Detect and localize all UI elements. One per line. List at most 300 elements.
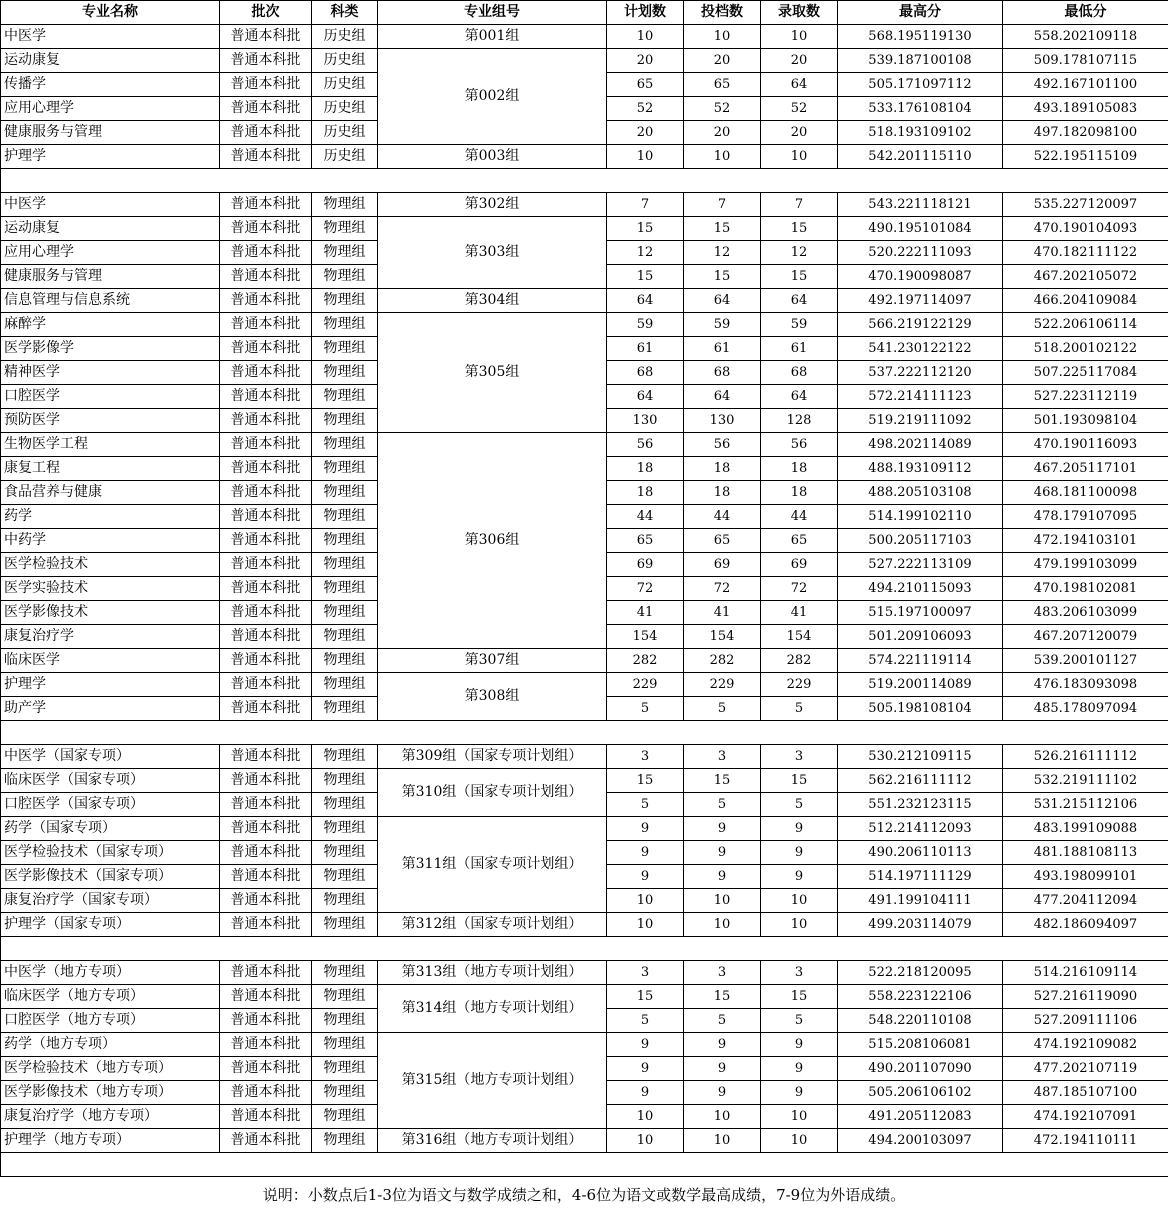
category-cell: 物理组 <box>312 1057 378 1081</box>
batch-cell: 普通本科批 <box>220 265 312 289</box>
category-cell: 物理组 <box>312 961 378 985</box>
category-cell: 物理组 <box>312 265 378 289</box>
batch-cell: 普通本科批 <box>220 673 312 697</box>
plan-count-cell: 18 <box>607 481 684 505</box>
admitted-count-cell: 18 <box>761 457 838 481</box>
batch-cell: 普通本科批 <box>220 529 312 553</box>
min-score-cell: 483.199109088 <box>1003 817 1168 841</box>
table-row <box>1 649 1168 673</box>
category-cell: 物理组 <box>312 1105 378 1129</box>
category-cell: 物理组 <box>312 193 378 217</box>
category-cell: 物理组 <box>312 553 378 577</box>
major-name-cell: 应用心理学 <box>1 97 220 121</box>
filed-count-cell: 9 <box>684 841 761 865</box>
filed-count-cell: 15 <box>684 265 761 289</box>
min-score-cell: 518.200102122 <box>1003 337 1168 361</box>
major-name-cell: 口腔医学（国家专项） <box>1 793 220 817</box>
batch-cell: 普通本科批 <box>220 745 312 769</box>
batch-cell: 普通本科批 <box>220 1081 312 1105</box>
group-number-cell: 第002组 <box>378 49 607 145</box>
min-score-cell: 507.225117084 <box>1003 361 1168 385</box>
batch-cell: 普通本科批 <box>220 97 312 121</box>
admitted-count-cell: 7 <box>761 193 838 217</box>
max-score-cell: 558.223122106 <box>838 985 1003 1009</box>
spacer-cell <box>684 937 761 961</box>
filed-count-cell: 7 <box>684 193 761 217</box>
max-score-cell: 491.205112083 <box>838 1105 1003 1129</box>
admitted-count-cell: 282 <box>761 649 838 673</box>
batch-cell: 普通本科批 <box>220 481 312 505</box>
table-row <box>1 673 1168 697</box>
filed-count-cell: 10 <box>684 913 761 937</box>
filed-count-cell: 130 <box>684 409 761 433</box>
min-score-cell: 476.183093098 <box>1003 673 1168 697</box>
batch-cell: 普通本科批 <box>220 697 312 721</box>
table-row <box>1 193 1168 217</box>
filed-count-cell: 5 <box>684 1009 761 1033</box>
max-score-cell: 491.199104111 <box>838 889 1003 913</box>
max-score-cell: 543.221118121 <box>838 193 1003 217</box>
category-cell: 历史组 <box>312 49 378 73</box>
category-cell: 物理组 <box>312 385 378 409</box>
major-name-cell: 药学 <box>1 505 220 529</box>
table-row <box>1 817 1168 841</box>
batch-cell: 普通本科批 <box>220 25 312 49</box>
batch-cell: 普通本科批 <box>220 121 312 145</box>
max-score-cell: 514.197111129 <box>838 865 1003 889</box>
group-number-cell: 第314组（地方专项计划组） <box>378 985 607 1033</box>
spacer-cell <box>220 1153 312 1177</box>
min-score-cell: 501.193098104 <box>1003 409 1168 433</box>
min-score-cell: 509.178107115 <box>1003 49 1168 73</box>
filed-count-cell: 229 <box>684 673 761 697</box>
filed-count-cell: 282 <box>684 649 761 673</box>
admitted-count-cell: 9 <box>761 841 838 865</box>
batch-cell: 普通本科批 <box>220 817 312 841</box>
plan-count-cell: 5 <box>607 1009 684 1033</box>
min-score-cell: 479.199103099 <box>1003 553 1168 577</box>
spacer-row <box>1 937 1168 961</box>
plan-count-cell: 9 <box>607 1033 684 1057</box>
min-score-cell: 497.182098100 <box>1003 121 1168 145</box>
group-number-cell: 第308组 <box>378 673 607 721</box>
category-cell: 物理组 <box>312 673 378 697</box>
admitted-count-cell: 44 <box>761 505 838 529</box>
category-cell: 物理组 <box>312 1129 378 1153</box>
spacer-cell <box>607 169 684 193</box>
batch-cell: 普通本科批 <box>220 913 312 937</box>
group-number-cell: 第309组（国家专项计划组） <box>378 745 607 769</box>
min-score-cell: 467.207120079 <box>1003 625 1168 649</box>
major-name-cell: 药学（地方专项） <box>1 1033 220 1057</box>
major-name-cell: 麻醉学 <box>1 313 220 337</box>
filed-count-cell: 15 <box>684 769 761 793</box>
major-name-cell: 医学检验技术（国家专项） <box>1 841 220 865</box>
max-score-cell: 488.193109112 <box>838 457 1003 481</box>
filed-count-cell: 3 <box>684 745 761 769</box>
category-cell: 物理组 <box>312 457 378 481</box>
filed-count-cell: 154 <box>684 625 761 649</box>
min-score-cell: 470.190116093 <box>1003 433 1168 457</box>
spacer-cell <box>378 937 607 961</box>
batch-cell: 普通本科批 <box>220 577 312 601</box>
admitted-count-cell: 10 <box>761 913 838 937</box>
table-row <box>1 1033 1168 1057</box>
header-row <box>1 1 1168 25</box>
spacer-cell <box>220 169 312 193</box>
batch-cell: 普通本科批 <box>220 289 312 313</box>
major-name-cell: 护理学 <box>1 145 220 169</box>
batch-cell: 普通本科批 <box>220 889 312 913</box>
table-row <box>1 769 1168 793</box>
major-name-cell: 医学影像技术（地方专项） <box>1 1081 220 1105</box>
category-cell: 物理组 <box>312 649 378 673</box>
category-cell: 物理组 <box>312 217 378 241</box>
category-cell: 物理组 <box>312 625 378 649</box>
batch-cell: 普通本科批 <box>220 961 312 985</box>
max-score-cell: 505.206106102 <box>838 1081 1003 1105</box>
min-score-cell: 527.209111106 <box>1003 1009 1168 1033</box>
max-score-cell: 518.193109102 <box>838 121 1003 145</box>
plan-count-cell: 18 <box>607 457 684 481</box>
group-number-cell: 第304组 <box>378 289 607 313</box>
plan-count-cell: 10 <box>607 25 684 49</box>
max-score-cell: 499.203114079 <box>838 913 1003 937</box>
major-name-cell: 生物医学工程 <box>1 433 220 457</box>
table-row <box>1 985 1168 1009</box>
major-name-cell: 中医学（国家专项） <box>1 745 220 769</box>
spacer-row <box>1 721 1168 745</box>
major-name-cell: 信息管理与信息系统 <box>1 289 220 313</box>
spacer-cell <box>684 1153 761 1177</box>
category-cell: 物理组 <box>312 697 378 721</box>
plan-count-cell: 69 <box>607 553 684 577</box>
min-score-cell: 526.216111112 <box>1003 745 1168 769</box>
min-score-cell: 481.188108113 <box>1003 841 1168 865</box>
filed-count-cell: 18 <box>684 481 761 505</box>
filed-count-cell: 10 <box>684 1105 761 1129</box>
admitted-count-cell: 9 <box>761 1057 838 1081</box>
plan-count-cell: 9 <box>607 817 684 841</box>
admitted-count-cell: 128 <box>761 409 838 433</box>
filed-count-cell: 10 <box>684 145 761 169</box>
max-score-cell: 522.218120095 <box>838 961 1003 985</box>
spacer-row <box>1 169 1168 193</box>
max-score-cell: 490.195101084 <box>838 217 1003 241</box>
category-cell: 历史组 <box>312 25 378 49</box>
table-row <box>1 145 1168 169</box>
spacer-cell <box>378 1153 607 1177</box>
min-score-cell: 477.202107119 <box>1003 1057 1168 1081</box>
spacer-cell <box>1 1153 220 1177</box>
filed-count-cell: 15 <box>684 217 761 241</box>
admitted-count-cell: 68 <box>761 361 838 385</box>
category-cell: 物理组 <box>312 865 378 889</box>
batch-cell: 普通本科批 <box>220 841 312 865</box>
footnote: 说明：小数点后1-3位为语文与数学成绩之和，4-6位为语文或数学最高成绩，7-9位为外语成绩。 <box>262 1186 906 1204</box>
major-name-cell: 中医学（地方专项） <box>1 961 220 985</box>
min-score-cell: 532.219111102 <box>1003 769 1168 793</box>
min-score-cell: 482.186094097 <box>1003 913 1168 937</box>
filed-count-cell: 10 <box>684 25 761 49</box>
min-score-cell: 466.204109084 <box>1003 289 1168 313</box>
admitted-count-cell: 10 <box>761 145 838 169</box>
header-filed-count: 投档数 <box>684 1 761 25</box>
group-number-cell: 第302组 <box>378 193 607 217</box>
admitted-count-cell: 59 <box>761 313 838 337</box>
admitted-count-cell: 72 <box>761 577 838 601</box>
min-score-cell: 558.202109118 <box>1003 25 1168 49</box>
batch-cell: 普通本科批 <box>220 1129 312 1153</box>
table-row <box>1 313 1168 337</box>
plan-count-cell: 154 <box>607 625 684 649</box>
major-name-cell: 口腔医学 <box>1 385 220 409</box>
spacer-cell <box>1003 1153 1168 1177</box>
admitted-count-cell: 10 <box>761 25 838 49</box>
header-group-number: 专业组号 <box>378 1 607 25</box>
admitted-count-cell: 229 <box>761 673 838 697</box>
batch-cell: 普通本科批 <box>220 457 312 481</box>
group-number-cell: 第315组（地方专项计划组） <box>378 1033 607 1129</box>
filed-count-cell: 69 <box>684 553 761 577</box>
major-name-cell: 运动康复 <box>1 217 220 241</box>
admitted-count-cell: 9 <box>761 1033 838 1057</box>
admitted-count-cell: 41 <box>761 601 838 625</box>
max-score-cell: 505.198108104 <box>838 697 1003 721</box>
min-score-cell: 522.206106114 <box>1003 313 1168 337</box>
max-score-cell: 519.200114089 <box>838 673 1003 697</box>
plan-count-cell: 282 <box>607 649 684 673</box>
header-max-score: 最高分 <box>838 1 1003 25</box>
major-name-cell: 临床医学（国家专项） <box>1 769 220 793</box>
plan-count-cell: 64 <box>607 289 684 313</box>
min-score-cell: 485.178097094 <box>1003 697 1168 721</box>
major-name-cell: 中医学 <box>1 193 220 217</box>
batch-cell: 普通本科批 <box>220 217 312 241</box>
batch-cell: 普通本科批 <box>220 337 312 361</box>
plan-count-cell: 229 <box>607 673 684 697</box>
spacer-cell <box>1003 937 1168 961</box>
min-score-cell: 492.167101100 <box>1003 73 1168 97</box>
table-row <box>1 217 1168 241</box>
max-score-cell: 572.214111123 <box>838 385 1003 409</box>
batch-cell: 普通本科批 <box>220 49 312 73</box>
filed-count-cell: 15 <box>684 985 761 1009</box>
spacer-cell <box>838 1153 1003 1177</box>
min-score-cell: 527.223112119 <box>1003 385 1168 409</box>
spacer-cell <box>1 169 220 193</box>
admitted-count-cell: 20 <box>761 121 838 145</box>
admitted-count-cell: 15 <box>761 217 838 241</box>
filed-count-cell: 56 <box>684 433 761 457</box>
plan-count-cell: 56 <box>607 433 684 457</box>
max-score-cell: 515.197100097 <box>838 601 1003 625</box>
spacer-cell <box>220 937 312 961</box>
max-score-cell: 548.220110108 <box>838 1009 1003 1033</box>
max-score-cell: 492.197114097 <box>838 289 1003 313</box>
major-name-cell: 医学影像技术（国家专项） <box>1 865 220 889</box>
admitted-count-cell: 10 <box>761 889 838 913</box>
admitted-count-cell: 9 <box>761 817 838 841</box>
admitted-count-cell: 10 <box>761 1129 838 1153</box>
batch-cell: 普通本科批 <box>220 865 312 889</box>
major-name-cell: 医学影像学 <box>1 337 220 361</box>
major-name-cell: 传播学 <box>1 73 220 97</box>
batch-cell: 普通本科批 <box>220 241 312 265</box>
min-score-cell: 483.206103099 <box>1003 601 1168 625</box>
admitted-count-cell: 12 <box>761 241 838 265</box>
group-number-cell: 第303组 <box>378 217 607 289</box>
batch-cell: 普通本科批 <box>220 313 312 337</box>
major-name-cell: 临床医学 <box>1 649 220 673</box>
category-cell: 物理组 <box>312 1009 378 1033</box>
major-name-cell: 护理学 <box>1 673 220 697</box>
max-score-cell: 490.206110113 <box>838 841 1003 865</box>
category-cell: 物理组 <box>312 505 378 529</box>
plan-count-cell: 52 <box>607 97 684 121</box>
table-row <box>1 433 1168 457</box>
max-score-cell: 566.219122129 <box>838 313 1003 337</box>
plan-count-cell: 9 <box>607 865 684 889</box>
max-score-cell: 530.212109115 <box>838 745 1003 769</box>
category-cell: 物理组 <box>312 361 378 385</box>
min-score-cell: 472.194103101 <box>1003 529 1168 553</box>
max-score-cell: 542.201115110 <box>838 145 1003 169</box>
max-score-cell: 515.208106081 <box>838 1033 1003 1057</box>
table-row <box>1 913 1168 937</box>
category-cell: 物理组 <box>312 409 378 433</box>
admitted-count-cell: 18 <box>761 481 838 505</box>
max-score-cell: 494.210115093 <box>838 577 1003 601</box>
category-cell: 物理组 <box>312 313 378 337</box>
filed-count-cell: 18 <box>684 457 761 481</box>
filed-count-cell: 20 <box>684 121 761 145</box>
min-score-cell: 470.182111122 <box>1003 241 1168 265</box>
filed-count-cell: 12 <box>684 241 761 265</box>
spacer-cell <box>312 169 378 193</box>
batch-cell: 普通本科批 <box>220 361 312 385</box>
batch-cell: 普通本科批 <box>220 601 312 625</box>
major-name-cell: 护理学（国家专项） <box>1 913 220 937</box>
admitted-count-cell: 64 <box>761 385 838 409</box>
spacer-cell <box>312 1153 378 1177</box>
plan-count-cell: 68 <box>607 361 684 385</box>
min-score-cell: 468.181100098 <box>1003 481 1168 505</box>
major-name-cell: 健康服务与管理 <box>1 121 220 145</box>
filed-count-cell: 5 <box>684 697 761 721</box>
max-score-cell: 519.219111092 <box>838 409 1003 433</box>
plan-count-cell: 3 <box>607 961 684 985</box>
filed-count-cell: 3 <box>684 961 761 985</box>
major-name-cell: 康复治疗学（国家专项） <box>1 889 220 913</box>
min-score-cell: 514.216109114 <box>1003 961 1168 985</box>
plan-count-cell: 65 <box>607 73 684 97</box>
group-number-cell: 第305组 <box>378 313 607 433</box>
major-name-cell: 助产学 <box>1 697 220 721</box>
group-number-cell: 第310组（国家专项计划组） <box>378 769 607 817</box>
spacer-cell <box>838 169 1003 193</box>
max-score-cell: 551.232123115 <box>838 793 1003 817</box>
max-score-cell: 514.199102110 <box>838 505 1003 529</box>
filed-count-cell: 20 <box>684 49 761 73</box>
table-row <box>1 289 1168 313</box>
spacer-cell <box>838 937 1003 961</box>
major-name-cell: 预防医学 <box>1 409 220 433</box>
spacer-cell <box>1 937 220 961</box>
category-cell: 物理组 <box>312 241 378 265</box>
max-score-cell: 537.222112120 <box>838 361 1003 385</box>
category-cell: 物理组 <box>312 481 378 505</box>
group-number-cell: 第312组（国家专项计划组） <box>378 913 607 937</box>
batch-cell: 普通本科批 <box>220 625 312 649</box>
major-name-cell: 中医学 <box>1 25 220 49</box>
plan-count-cell: 61 <box>607 337 684 361</box>
spacer-cell <box>1003 169 1168 193</box>
plan-count-cell: 64 <box>607 385 684 409</box>
max-score-cell: 488.205103108 <box>838 481 1003 505</box>
filed-count-cell: 9 <box>684 1033 761 1057</box>
admitted-count-cell: 56 <box>761 433 838 457</box>
filed-count-cell: 68 <box>684 361 761 385</box>
category-cell: 物理组 <box>312 793 378 817</box>
min-score-cell: 472.194110111 <box>1003 1129 1168 1153</box>
admitted-count-cell: 65 <box>761 529 838 553</box>
max-score-cell: 490.201107090 <box>838 1057 1003 1081</box>
spacer-cell <box>761 937 838 961</box>
spacer-cell <box>312 937 378 961</box>
plan-count-cell: 10 <box>607 1129 684 1153</box>
max-score-cell: 505.171097112 <box>838 73 1003 97</box>
batch-cell: 普通本科批 <box>220 793 312 817</box>
batch-cell: 普通本科批 <box>220 433 312 457</box>
plan-count-cell: 10 <box>607 145 684 169</box>
group-number-cell: 第313组（地方专项计划组） <box>378 961 607 985</box>
max-score-cell: 533.176108104 <box>838 97 1003 121</box>
admitted-count-cell: 5 <box>761 697 838 721</box>
min-score-cell: 474.192109082 <box>1003 1033 1168 1057</box>
spacer-cell <box>684 169 761 193</box>
table-row <box>1 49 1168 73</box>
batch-cell: 普通本科批 <box>220 1105 312 1129</box>
category-cell: 物理组 <box>312 529 378 553</box>
group-number-cell: 第001组 <box>378 25 607 49</box>
plan-count-cell: 72 <box>607 577 684 601</box>
admitted-count-cell: 154 <box>761 625 838 649</box>
max-score-cell: 512.214112093 <box>838 817 1003 841</box>
min-score-cell: 470.198102081 <box>1003 577 1168 601</box>
min-score-cell: 467.202105072 <box>1003 265 1168 289</box>
admitted-count-cell: 3 <box>761 745 838 769</box>
max-score-cell: 498.202114089 <box>838 433 1003 457</box>
table-row <box>1 1129 1168 1153</box>
plan-count-cell: 10 <box>607 889 684 913</box>
filed-count-cell: 9 <box>684 1057 761 1081</box>
min-score-cell: 493.198099101 <box>1003 865 1168 889</box>
category-cell: 物理组 <box>312 985 378 1009</box>
category-cell: 历史组 <box>312 97 378 121</box>
table-row <box>1 25 1168 49</box>
spacer-cell <box>312 721 378 745</box>
spacer-cell <box>838 721 1003 745</box>
filed-count-cell: 65 <box>684 73 761 97</box>
header-major-name: 专业名称 <box>1 1 220 25</box>
plan-count-cell: 41 <box>607 601 684 625</box>
table-row <box>1 961 1168 985</box>
batch-cell: 普通本科批 <box>220 1009 312 1033</box>
min-score-cell: 477.204112094 <box>1003 889 1168 913</box>
admitted-count-cell: 61 <box>761 337 838 361</box>
filed-count-cell: 9 <box>684 817 761 841</box>
